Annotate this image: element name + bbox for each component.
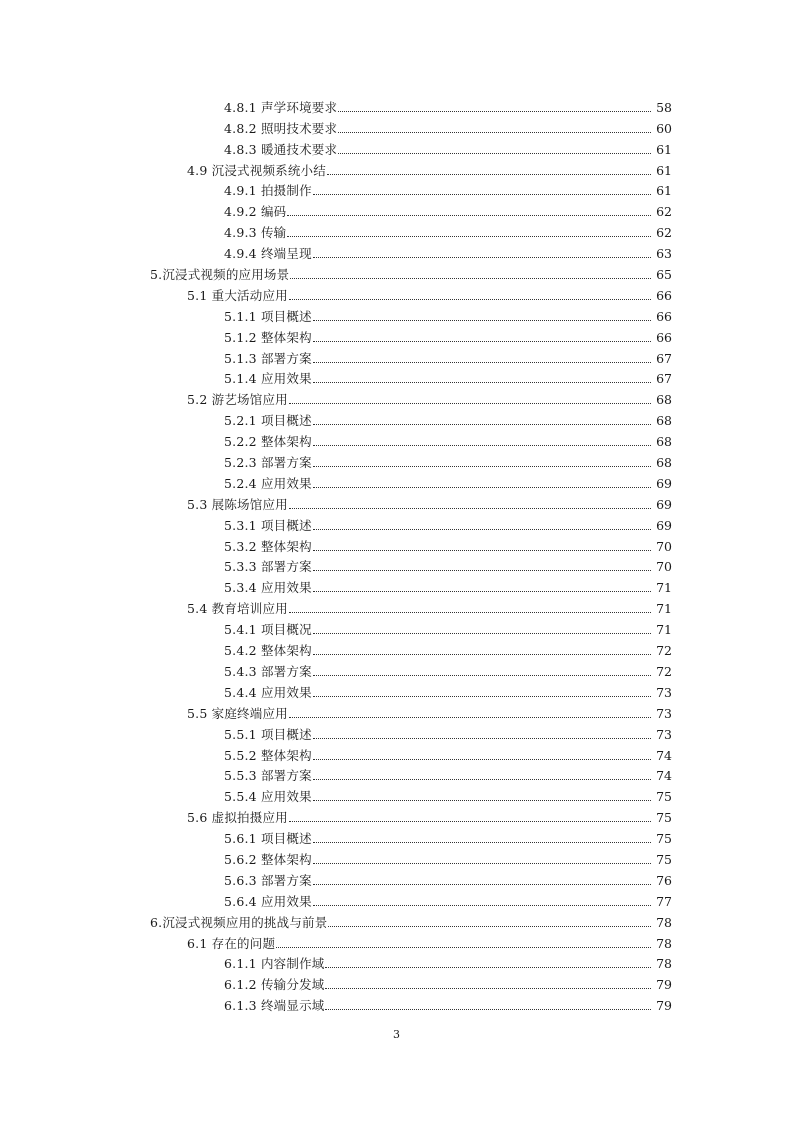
toc-leader-dots: [313, 423, 651, 425]
toc-entry-label: 5.2.4 应用效果: [224, 475, 312, 491]
toc-entry-label: 5.3.1 项目概述: [224, 517, 312, 533]
toc-entry[interactable]: [0, 826, 793, 847]
toc-entry-page: 63: [656, 246, 672, 262]
toc-entry-page: 61: [656, 141, 672, 157]
toc-entry-page: 75: [656, 831, 672, 847]
toc-entry-label: 5.1 重大活动应用: [187, 287, 288, 303]
toc-entry-page: 62: [656, 204, 672, 220]
toc-entry-label: 4.9.4 终端呈现: [224, 246, 312, 262]
toc-entry-label: 5.6.1 项目概述: [224, 831, 312, 847]
toc-entry-page: 79: [656, 998, 672, 1014]
toc-entry-page: 69: [656, 496, 672, 512]
toc-leader-dots: [313, 444, 651, 446]
toc-entry-page: 73: [656, 726, 672, 742]
toc-entry[interactable]: [0, 241, 793, 262]
toc-entry-label: 4.9.2 编码: [224, 204, 287, 220]
toc-leader-dots: [313, 841, 651, 843]
toc-entry-label: 6.沉浸式视频应用的挑战与前景: [150, 914, 328, 930]
toc-leader-dots: [313, 778, 651, 780]
toc-entry-page: 68: [656, 434, 672, 450]
toc-entry[interactable]: [0, 931, 793, 952]
toc-entry[interactable]: [0, 805, 793, 826]
toc-entry[interactable]: [0, 575, 793, 596]
toc-leader-dots: [325, 1008, 651, 1010]
toc-entry[interactable]: [0, 158, 793, 179]
toc-leader-dots: [290, 277, 651, 279]
toc-entry-label: 5.2.1 项目概述: [224, 413, 312, 429]
toc-leader-dots: [313, 904, 651, 906]
toc-entry-label: 6.1.3 终端显示域: [224, 998, 325, 1014]
toc-entry-page: 68: [656, 392, 672, 408]
toc-leader-dots: [313, 799, 651, 801]
toc-leader-dots: [327, 173, 651, 175]
toc-entry[interactable]: [0, 199, 793, 220]
toc-entry-label: 5.3.3 部署方案: [224, 559, 312, 575]
toc-entry-page: 58: [656, 99, 672, 115]
toc-entry[interactable]: [0, 743, 793, 764]
toc-entry-page: 78: [656, 956, 672, 972]
toc-entry-label: 4.9 沉浸式视频系统小结: [187, 162, 326, 178]
toc-entry-label: 5.5 家庭终端应用: [187, 705, 288, 721]
toc-entry-label: 5.1.3 部署方案: [224, 350, 312, 366]
toc-entry[interactable]: [0, 116, 793, 137]
toc-leader-dots: [338, 110, 651, 112]
toc-entry-page: 72: [656, 643, 672, 659]
toc-leader-dots: [313, 193, 651, 195]
toc-entry-label: 6.1 存在的问题: [187, 935, 276, 951]
toc-entry-page: 73: [656, 684, 672, 700]
toc-entry-page: 75: [656, 789, 672, 805]
toc-leader-dots: [313, 256, 651, 258]
toc-leader-dots: [313, 862, 651, 864]
toc-leader-dots: [328, 925, 651, 927]
toc-leader-dots: [313, 569, 651, 571]
toc-entry[interactable]: [0, 513, 793, 534]
toc-leader-dots: [289, 402, 651, 404]
toc-entry[interactable]: [0, 701, 793, 722]
toc-entry[interactable]: [0, 972, 793, 993]
toc-leader-dots: [287, 235, 651, 237]
toc-entry[interactable]: [0, 429, 793, 450]
toc-entry[interactable]: [0, 764, 793, 785]
toc-entry-label: 5.沉浸式视频的应用场景: [150, 267, 290, 283]
toc-leader-dots: [313, 674, 651, 676]
toc-entry[interactable]: [0, 617, 793, 638]
toc-leader-dots: [313, 319, 651, 321]
toc-entry[interactable]: [0, 450, 793, 471]
toc-entry-page: 67: [656, 371, 672, 387]
toc-entry-page: 72: [656, 663, 672, 679]
toc-entry[interactable]: [0, 408, 793, 429]
toc-entry-page: 62: [656, 225, 672, 241]
toc-entry-page: 61: [656, 162, 672, 178]
toc-entry-page: 74: [656, 768, 672, 784]
toc-entry-page: 78: [656, 914, 672, 930]
toc-entry-label: 5.5.4 应用效果: [224, 789, 312, 805]
toc-entry-page: 60: [656, 120, 672, 136]
toc-entry-label: 5.6.4 应用效果: [224, 893, 312, 909]
toc-entry[interactable]: [0, 889, 793, 910]
toc-leader-dots: [313, 590, 651, 592]
toc-leader-dots: [313, 549, 651, 551]
toc-entry-label: 5.2 游艺场馆应用: [187, 392, 288, 408]
toc-entry[interactable]: [0, 659, 793, 680]
toc-entry-page: 67: [656, 350, 672, 366]
toc-entry-label: 5.1.1 项目概述: [224, 308, 312, 324]
toc-entry-page: 68: [656, 413, 672, 429]
toc-entry-label: 6.1.1 内容制作域: [224, 956, 325, 972]
toc-leader-dots: [313, 653, 651, 655]
toc-entry-label: 5.6 虚拟拍摄应用: [187, 810, 288, 826]
toc-entry[interactable]: [0, 952, 793, 973]
toc-entry-label: 5.5.3 部署方案: [224, 768, 312, 784]
toc-leader-dots: [313, 632, 651, 634]
toc-leader-dots: [338, 152, 651, 154]
toc-leader-dots: [313, 695, 651, 697]
toc-entry-label: 5.4.2 整体架构: [224, 643, 312, 659]
toc-entry[interactable]: [0, 137, 793, 158]
toc-entry-label: 5.6.3 部署方案: [224, 872, 312, 888]
toc-entry-label: 4.8.2 照明技术要求: [224, 120, 338, 136]
toc-leader-dots: [313, 528, 651, 530]
toc-entry-page: 61: [656, 183, 672, 199]
toc-entry-page: 69: [656, 475, 672, 491]
toc-entry-label: 5.6.2 整体架构: [224, 851, 312, 867]
toc-entry-page: 78: [656, 935, 672, 951]
toc-entry-page: 70: [656, 538, 672, 554]
toc-entry-page: 75: [656, 810, 672, 826]
toc-entry-page: 71: [656, 601, 672, 617]
toc-leader-dots: [313, 486, 651, 488]
toc-entry-label: 4.9.1 拍摄制作: [224, 183, 312, 199]
toc-entry-page: 66: [656, 329, 672, 345]
toc-entry[interactable]: [0, 596, 793, 617]
toc-entry-page: 70: [656, 559, 672, 575]
toc-entry[interactable]: [0, 179, 793, 200]
toc-entry-label: 5.3 展陈场馆应用: [187, 496, 288, 512]
toc-entry-label: 5.4.3 部署方案: [224, 663, 312, 679]
toc-entry[interactable]: [0, 534, 793, 555]
toc-leader-dots: [338, 131, 651, 133]
toc-leader-dots: [313, 465, 651, 467]
toc-entry-label: 4.9.3 传输: [224, 225, 287, 241]
toc-entry[interactable]: [0, 220, 793, 241]
table-of-contents: [0, 95, 793, 1014]
toc-entry-page: 68: [656, 455, 672, 471]
toc-entry-page: 71: [656, 622, 672, 638]
toc-entry[interactable]: [0, 555, 793, 576]
toc-entry-page: 74: [656, 747, 672, 763]
toc-leader-dots: [287, 214, 651, 216]
toc-entry-label: 5.5.1 项目概述: [224, 726, 312, 742]
toc-leader-dots: [276, 946, 651, 948]
toc-entry[interactable]: [0, 910, 793, 931]
page-number: 3: [393, 1028, 400, 1041]
toc-entry-label: 5.5.2 整体架构: [224, 747, 312, 763]
toc-leader-dots: [289, 298, 651, 300]
toc-entry-label: 4.8.1 声学环境要求: [224, 99, 338, 115]
toc-leader-dots: [325, 966, 651, 968]
toc-entry-label: 6.1.2 传输分发域: [224, 977, 325, 993]
toc-entry-label: 4.8.3 暖通技术要求: [224, 141, 338, 157]
toc-entry-label: 5.3.4 应用效果: [224, 580, 312, 596]
toc-leader-dots: [325, 987, 651, 989]
toc-entry-label: 5.1.2 整体架构: [224, 329, 312, 345]
toc-entry-page: 73: [656, 705, 672, 721]
toc-entry[interactable]: [0, 325, 793, 346]
toc-entry-label: 5.1.4 应用效果: [224, 371, 312, 387]
toc-entry-label: 5.2.3 部署方案: [224, 455, 312, 471]
toc-leader-dots: [313, 758, 651, 760]
toc-entry[interactable]: [0, 680, 793, 701]
toc-entry[interactable]: [0, 638, 793, 659]
toc-entry[interactable]: [0, 993, 793, 1014]
toc-leader-dots: [313, 340, 651, 342]
toc-entry[interactable]: [0, 492, 793, 513]
toc-entry[interactable]: [0, 868, 793, 889]
toc-entry-label: 5.2.2 整体架构: [224, 434, 312, 450]
toc-entry-page: 79: [656, 977, 672, 993]
toc-entry[interactable]: [0, 262, 793, 283]
toc-entry[interactable]: [0, 471, 793, 492]
toc-leader-dots: [313, 883, 651, 885]
toc-entry-page: 66: [656, 308, 672, 324]
toc-entry-page: 75: [656, 851, 672, 867]
toc-leader-dots: [313, 737, 651, 739]
toc-leader-dots: [289, 820, 651, 822]
toc-leader-dots: [313, 381, 651, 383]
toc-entry-page: 66: [656, 287, 672, 303]
toc-entry-page: 76: [656, 872, 672, 888]
toc-entry[interactable]: [0, 95, 793, 116]
toc-entry-label: 5.4 教育培训应用: [187, 601, 288, 617]
toc-entry[interactable]: [0, 346, 793, 367]
toc-leader-dots: [289, 716, 651, 718]
toc-entry-label: 5.4.4 应用效果: [224, 684, 312, 700]
toc-entry[interactable]: [0, 722, 793, 743]
toc-entry-page: 65: [656, 267, 672, 283]
toc-entry[interactable]: [0, 784, 793, 805]
toc-entry[interactable]: [0, 283, 793, 304]
toc-entry[interactable]: [0, 847, 793, 868]
toc-entry-page: 77: [656, 893, 672, 909]
toc-entry-page: 69: [656, 517, 672, 533]
toc-entry-page: 71: [656, 580, 672, 596]
toc-leader-dots: [289, 507, 651, 509]
toc-leader-dots: [289, 611, 651, 613]
toc-entry-label: 5.3.2 整体架构: [224, 538, 312, 554]
toc-entry[interactable]: [0, 387, 793, 408]
toc-leader-dots: [313, 361, 651, 363]
toc-entry[interactable]: [0, 367, 793, 388]
toc-entry[interactable]: [0, 304, 793, 325]
toc-entry-label: 5.4.1 项目概况: [224, 622, 312, 638]
